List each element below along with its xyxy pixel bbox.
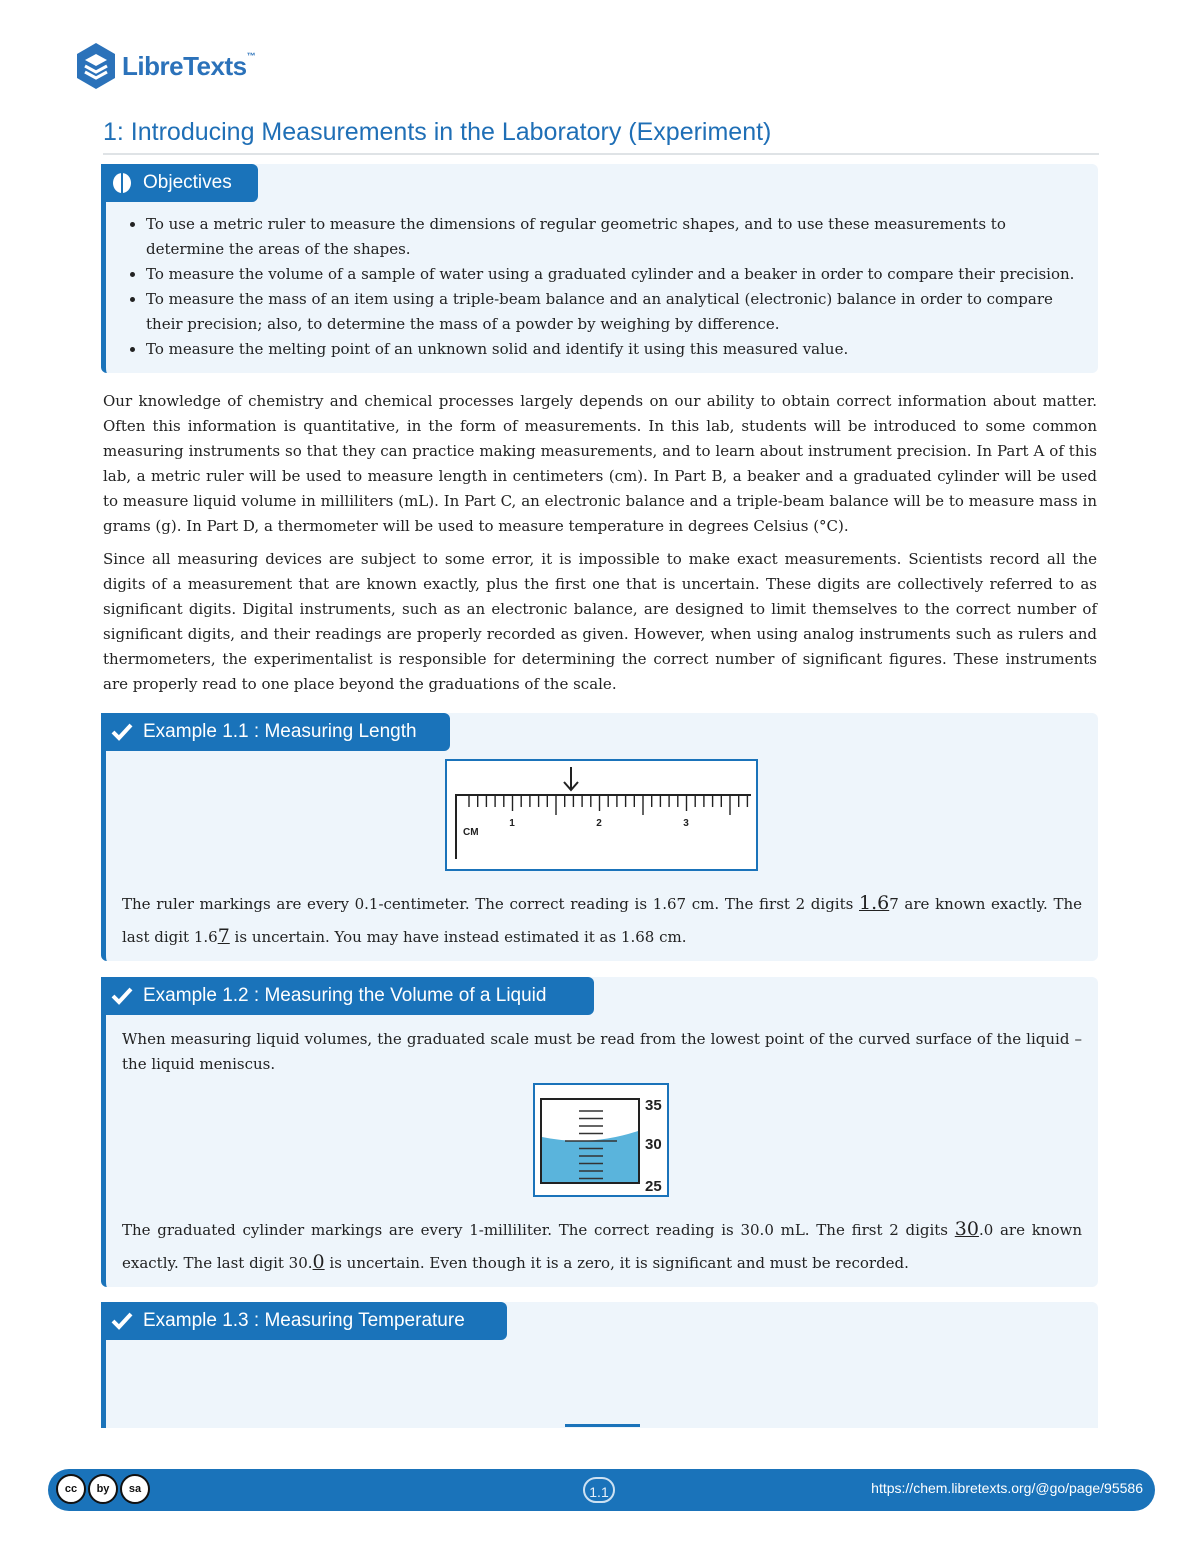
ruler-tick-label: 3	[683, 818, 689, 829]
by-icon: by	[88, 1474, 118, 1504]
list-item: • To measure the volume of a sample of water using a graduated cylinder and a beaker in order to compare their precision.	[146, 262, 1082, 287]
example-1-1-label: Example 1.1 : Measuring Length	[143, 721, 417, 742]
brand-name: LibreTexts™	[122, 50, 256, 81]
example-1-3-label: Example 1.3 : Measuring Temperature	[143, 1310, 465, 1331]
objectives-box	[101, 164, 1098, 373]
sa-icon: sa	[120, 1474, 150, 1504]
example-1-2-header	[101, 977, 594, 1015]
check-icon	[111, 1311, 133, 1331]
ruler-figure	[445, 759, 758, 871]
example-1-2-intro: When measuring liquid volumes, the graduated scale must be read from the lowest point of the curved surface of the liquid – the liquid meniscus.	[122, 1030, 1082, 1073]
example-1-1-text: The ruler markings are every 0.1-centimeter. The correct reading is 1.67 cm. The first 2 digits 1.67 are known exactly. The last digit 1.67 is uncertain. You may have instead estimated it as 1.68 cm.	[122, 892, 1083, 947]
objectives-header	[101, 164, 258, 202]
cc-license-badge[interactable]	[56, 1474, 150, 1504]
sig-digits-paragraph: Since all measuring devices are subject to some error, it is impossible to make exact measurements. Scientists record all the digits of a measurement that are known exactly, plus the first one that is uncertain. These digits are collectively referred to as significant digits. Digital instruments, such as an electronic balance, are designed to limit themselves to the correct number of significant digits, and their readings are properly recorded as given. However, when using analog instruments such as rulers and thermometers, the experimentalist is responsible for determining the correct number of significant figures. These instruments are properly read to one place beyond the graduations of the scale.	[103, 550, 1097, 693]
example-1-1-header	[101, 713, 450, 751]
cylinder-figure	[533, 1083, 669, 1197]
thermometer-figure-top	[565, 1424, 640, 1427]
graduated-cylinder-diagram	[535, 1085, 667, 1195]
list-item: • To measure the melting point of an unknown solid and identify it using this measured value.	[146, 337, 1082, 362]
ruler-diagram	[447, 761, 756, 869]
objectives-label: Objectives	[143, 172, 232, 193]
list-item: • To measure the mass of an item using a triple-beam balance and an analytical (electronic) balance in order to compare their precision; also, to determine the mass of a powder by weighing by difference.	[146, 287, 1082, 337]
scale-label: 25	[645, 1178, 662, 1195]
ruler-tick-label: 2	[596, 818, 602, 829]
reading-arrow	[564, 767, 578, 790]
cc-icon: cc	[56, 1474, 86, 1504]
ruler-unit-label: CM	[463, 827, 479, 838]
ruler-tick-label: 1	[509, 818, 515, 829]
example-1-2-box	[101, 977, 1098, 1287]
example-1-2-label: Example 1.2 : Measuring the Volume of a Liquid	[143, 985, 547, 1006]
check-icon	[111, 722, 133, 742]
list-item: • To use a metric ruler to measure the dimensions of regular geometric shapes, and to use these measurements to determine the areas of the shapes.	[146, 212, 1082, 262]
page-title: 1: Introducing Measurements in the Laboratory (Experiment)	[103, 118, 1099, 155]
page-url-link[interactable]: https://chem.libretexts.org/@go/page/95586	[871, 1480, 1143, 1496]
brain-icon	[111, 172, 133, 194]
example-1-3-header	[101, 1302, 507, 1340]
example-1-1-box	[101, 713, 1098, 961]
scale-label: 35	[645, 1097, 662, 1114]
libretexts-hexagon-icon	[74, 41, 118, 91]
page-footer	[48, 1469, 1155, 1511]
check-icon	[111, 986, 133, 1006]
scale-label: 30	[645, 1136, 662, 1153]
example-1-2-text: The graduated cylinder markings are every 1-milliliter. The correct reading is 30.0 mL. The first 2 digits 30.0 are known exactly. The last digit 30.0 is uncertain. Even though it is a zero, it is significant and must be recorded.	[122, 1218, 1082, 1273]
page-number: 1.1	[583, 1477, 615, 1503]
objectives-list	[124, 212, 1082, 362]
example-1-3-box	[101, 1302, 1098, 1428]
intro-paragraph: Our knowledge of chemistry and chemical processes largely depends on our ability to obtain correct information about matter. Often this information is quantitative, in the form of measurements. In this lab, students will be introduced to some common measuring instruments so that they can practice making measurements, and to learn about instrument precision. In Part A of this lab, a metric ruler will be used to measure length in centimeters (cm). In Part B, a beaker and a graduated cylinder will be used to measure liquid volume in milliliters (mL). In Part C, an electronic balance and a triple-beam balance will be to measure mass in grams (g). In Part D, a thermometer will be used to measure temperature in degrees Celsius (°C).	[103, 392, 1097, 535]
libretexts-logo[interactable]	[74, 40, 255, 92]
